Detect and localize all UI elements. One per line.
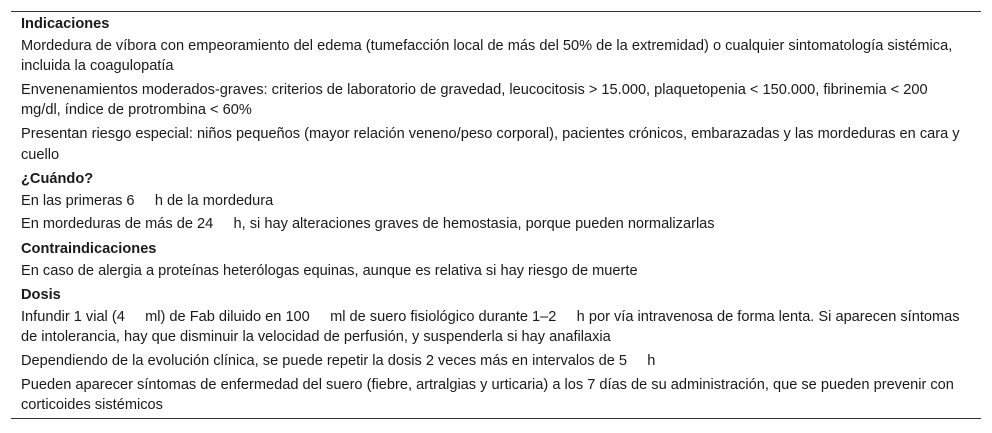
section-heading-dosis: Dosis xyxy=(21,287,61,304)
table-row: Dependiendo de la evolución clínica, se puede repetir la dosis 2 veces más en intervalos de 5 h xyxy=(21,352,656,369)
antivenom-table xyxy=(11,11,981,419)
table-row: En las primeras 6 h de la mordedura xyxy=(21,192,274,209)
section-heading-cuando: ¿Cuándo? xyxy=(21,171,94,188)
table-row: En caso de alergia a proteínas heterólogas equinas, aunque es relativa si hay riesgo de muerte xyxy=(21,262,638,279)
table-row: Pueden aparecer síntomas de enfermedad del suero (fiebre, artralgias y urticaria) a los 7 días de su administración, que se pueden prevenir con corticoides sistémicos xyxy=(21,376,958,414)
table-row: Envenenamientos moderados-graves: criterios de laboratorio de gravedad, leucocitosis > 15.000, plaquetopenia < 150.000, fibrinemia < 200 mg/dl, índice de protrombina < 60% xyxy=(21,81,948,119)
section-heading-contraindicaciones: Contraindicaciones xyxy=(21,240,157,257)
table-row: Infundir 1 vial (4 ml) de Fab diluido en 100 ml de suero fisiológico durante 1–2 h por vía intravenosa de forma lenta. Si aparecen síntomas de intolerancia, hay que disminuir la velocidad de perfusión, y suspenderla si hay anafilaxia xyxy=(21,308,964,346)
table-row: Presentan riesgo especial: niños pequeños (mayor relación veneno/peso corporal), pacientes crónicos, embarazadas y las mordeduras en cara y cuello xyxy=(21,125,964,163)
table-row: En mordeduras de más de 24 h, si hay alteraciones graves de hemostasia, porque pueden normalizarlas xyxy=(21,216,715,233)
section-heading-indicaciones: Indicaciones xyxy=(21,16,110,32)
table-row: Mordedura de víbora con empeoramiento del edema (tumefacción local de más del 50% de la extremidad) o cualquier sintomatología sistémica, incluida la coagulopatía xyxy=(21,37,957,75)
